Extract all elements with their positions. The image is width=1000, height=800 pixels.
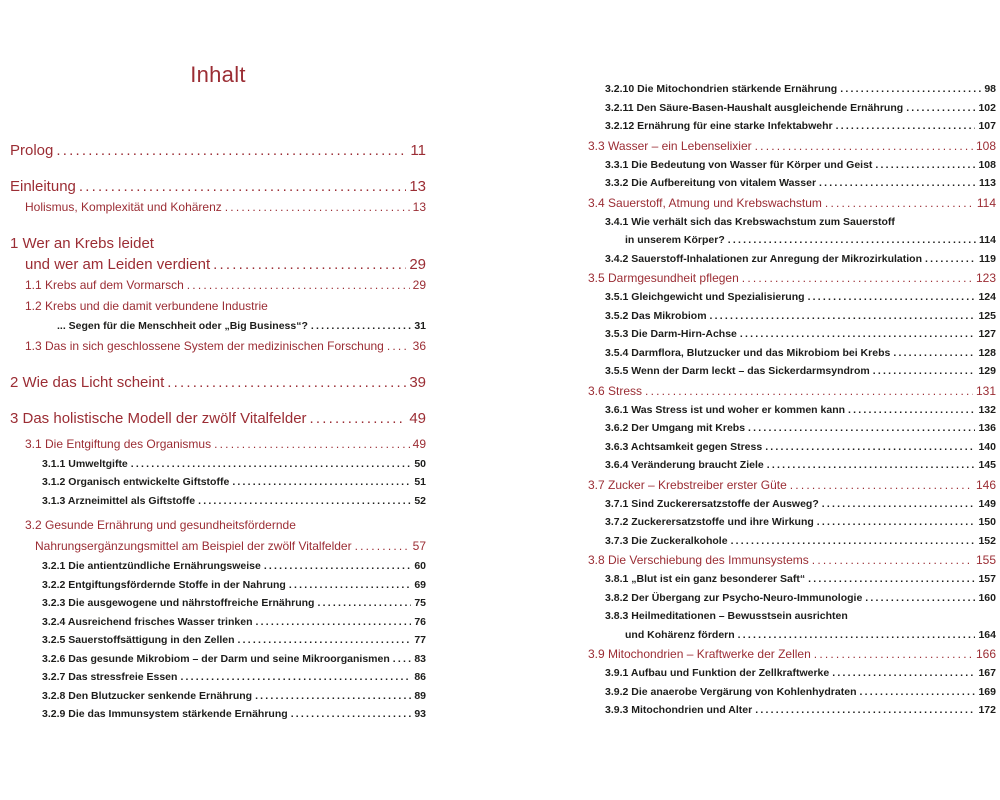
toc-entry-line (588, 644, 996, 664)
dot-leader (214, 434, 410, 455)
toc-entry-line (588, 475, 996, 495)
dot-leader (825, 193, 974, 213)
toc-entry-line (588, 701, 996, 720)
toc-entry-label: ... Segen für die Menschheit oder „Big Business“? (57, 320, 308, 332)
toc-entry (10, 687, 426, 706)
dot-leader (198, 492, 411, 511)
toc-entry-line (10, 140, 426, 161)
toc-entry-line (588, 213, 996, 232)
page-number: 155 (975, 553, 996, 567)
toc-entry-line (588, 117, 996, 136)
toc-entry-label: 3.2.9 Die das Immunsystem stärkende Ernährung (42, 708, 288, 720)
page-number: 31 (414, 320, 426, 332)
toc-entry (10, 668, 426, 687)
toc-entry-line (10, 576, 426, 595)
toc-entry-line (588, 231, 996, 250)
page-number: 57 (412, 539, 426, 553)
toc-entry-label: Holismus, Komplexität und Kohärenz (25, 200, 222, 214)
toc-entry-label: 3.1.2 Organisch entwickelte Giftstoffe (42, 476, 230, 488)
toc-entry-line (588, 381, 996, 401)
page-number: 49 (409, 409, 426, 427)
dot-leader (645, 381, 973, 401)
dot-leader (738, 626, 976, 645)
dot-leader (225, 197, 410, 218)
page-number: 172 (978, 704, 996, 716)
dot-leader (238, 631, 412, 650)
dot-leader (291, 705, 412, 724)
page-number: 119 (979, 252, 996, 265)
toc-entry-label: Prolog (10, 142, 54, 159)
toc-entry (10, 631, 426, 650)
toc-entry-line (10, 515, 426, 536)
toc-entry-label: 3.9 Mitochondrien – Kraftwerke der Zellen (588, 647, 811, 661)
toc-entry (10, 492, 426, 511)
toc-entry-label: 3.7.2 Zuckerersatzstoffe und ihre Wirkung (605, 516, 814, 528)
toc-entry-line (10, 336, 426, 357)
dot-leader (822, 495, 976, 514)
toc-entry-label: 3.5.5 Wenn der Darm leckt – das Sickerdarmsyndrom (605, 365, 870, 377)
toc-entry (588, 701, 996, 720)
toc-entry (588, 362, 996, 381)
dot-leader (742, 268, 973, 288)
toc-entry-line (588, 570, 996, 589)
toc-entry-label: 3.7.1 Sind Zuckerersatzstoffe der Ausweg? (605, 497, 819, 510)
toc-entry-label: 3.2.11 Den Säure-Basen-Haushalt ausgleichende Ernährung (605, 101, 904, 114)
dot-leader (873, 362, 976, 381)
toc-entry-line (588, 325, 996, 344)
page-number: 107 (978, 120, 996, 132)
page-number: 113 (979, 177, 996, 189)
toc-entry-label: 3.6 Stress (588, 383, 643, 398)
page-number: 132 (978, 403, 996, 416)
dot-leader (710, 307, 976, 326)
toc-entry (10, 576, 426, 595)
toc-entry-label: und Kohärenz fördern (625, 628, 735, 641)
toc-entry-line (10, 473, 426, 492)
toc-entry-line (588, 288, 996, 307)
toc-entry (10, 515, 426, 557)
toc-entry-line (588, 683, 996, 702)
toc-entry-line (588, 456, 996, 475)
toc-entry (588, 570, 996, 589)
toc-entry-line (588, 362, 996, 381)
toc-page-right (588, 80, 996, 720)
dot-leader (808, 570, 975, 589)
page-number: 77 (414, 634, 426, 646)
page-number: 129 (978, 365, 996, 377)
toc-entry-label: Nahrungsergänzungsmittel am Beispiel der zwölf Vitalfelder (35, 539, 352, 553)
dot-leader (875, 156, 975, 175)
toc-entry-label: in unserem Körper? (625, 234, 725, 246)
dot-leader (832, 664, 975, 683)
toc-entry-line (588, 550, 996, 570)
toc-entry-line (588, 419, 996, 438)
toc-entry-line (10, 372, 426, 393)
page-number: 13 (412, 200, 426, 214)
toc-entry-label: 3.8 Die Verschiebung des Immunsystems (588, 553, 809, 567)
toc-entry-label: 2 Wie das Licht scheint (10, 373, 165, 391)
toc-entry-line (588, 664, 996, 683)
toc-entry (588, 80, 996, 99)
toc-entry (588, 475, 996, 495)
toc-entry-label: 3.2.5 Sauerstoffsättigung in den Zellen (42, 634, 235, 646)
toc-entry (588, 136, 996, 156)
dot-leader (56, 140, 407, 161)
page-number: 160 (978, 591, 996, 604)
page-number: 136 (978, 422, 996, 434)
page-number: 36 (412, 338, 426, 353)
dot-leader (731, 532, 976, 551)
toc-entry-line (10, 233, 426, 254)
dot-leader (255, 613, 411, 632)
toc-entry-label: 3.5.4 Darmflora, Blutzucker und das Mikrobiom bei Krebs (605, 346, 891, 359)
page-number: 50 (414, 457, 426, 470)
toc-entry-line (588, 626, 996, 645)
page-number: 86 (414, 671, 426, 683)
toc-entry-line (588, 307, 996, 326)
toc-entry (588, 550, 996, 570)
toc-entry-line (10, 176, 426, 197)
dot-leader (790, 475, 973, 495)
dot-leader (925, 250, 976, 269)
toc-entry (10, 275, 426, 296)
toc-entry-label: 3.6.2 Der Umgang mit Krebs (605, 422, 746, 434)
toc-entry-line (588, 250, 996, 269)
page-number: 60 (414, 560, 426, 572)
page-number: 93 (414, 708, 426, 720)
toc-entry (588, 325, 996, 344)
toc-entry-line (10, 275, 426, 296)
dot-leader (289, 576, 411, 595)
toc-entry-label: 3.4.2 Sauerstoff-Inhalationen zur Anregung der Mikrozirkulation (605, 252, 922, 265)
toc-entry (10, 176, 426, 197)
page-number: 140 (978, 440, 996, 453)
page-number: 108 (978, 158, 996, 171)
dot-leader (167, 372, 406, 393)
page-number: 164 (978, 628, 996, 641)
toc-entry-line (10, 254, 426, 275)
toc-entries-left (10, 140, 426, 724)
toc-entry-label: 3.1.3 Arzneimittel als Giftstoffe (42, 494, 196, 507)
page-number: 166 (975, 647, 996, 661)
toc-entry (588, 401, 996, 420)
toc-entries-right (588, 80, 996, 720)
toc-entry (10, 140, 426, 161)
toc-entry-line (588, 80, 996, 99)
dot-leader (840, 80, 981, 99)
dot-leader (232, 473, 411, 492)
toc-entry (588, 438, 996, 457)
toc-entry-label: 3.9.2 Die anaerobe Vergärung von Kohlenhydraten (605, 685, 857, 698)
toc-entry-label: 1 Wer an Krebs leidet (10, 235, 154, 252)
toc-entry (10, 372, 426, 393)
toc-entry-line (588, 193, 996, 213)
page-number: 51 (414, 476, 426, 488)
toc-entry (588, 381, 996, 401)
dot-leader (310, 408, 407, 429)
dot-leader (755, 701, 975, 720)
toc-entry-label: 3.5.2 Das Mikrobiom (605, 309, 707, 322)
toc-entry-line (588, 438, 996, 457)
page-number: 29 (412, 278, 426, 292)
toc-entry-line (588, 99, 996, 118)
toc-entry (588, 156, 996, 175)
toc-entry-line (588, 136, 996, 156)
toc-entry-label: 3.7.3 Die Zuckeralkohole (605, 534, 728, 547)
dot-leader (740, 325, 976, 344)
toc-entry (588, 419, 996, 438)
dot-leader (814, 644, 973, 664)
page-number: 98 (984, 83, 996, 95)
toc-entry-label: 3.7 Zucker – Krebstreiber erster Güte (588, 477, 787, 492)
toc-entry-label: 1.2 Krebs und die damit verbundene Industrie (25, 299, 268, 313)
toc-entry-label: 3.5.1 Gleichgewicht und Spezialisierung (605, 291, 805, 303)
toc-entry-label: 3.2.1 Die antientzündliche Ernährungsweise (42, 560, 261, 572)
toc-entry-label: 3.5 Darmgesundheit pflegen (588, 271, 739, 285)
page-number: 114 (979, 234, 996, 246)
toc-entry-label: 3.3.1 Die Bedeutung von Wasser für Körper und Geist (605, 158, 873, 171)
toc-entry-label: 3.6.3 Achtsamkeit gegen Stress (605, 440, 763, 453)
toc-entry (588, 532, 996, 551)
toc-entry-label: 3.5.3 Die Darm-Hirn-Achse (605, 328, 737, 340)
toc-entry-line (588, 344, 996, 363)
toc-entry (588, 344, 996, 363)
toc-entry (10, 613, 426, 632)
toc-entry-label: Einleitung (10, 178, 76, 195)
page-number: 108 (975, 138, 996, 153)
page-number: 49 (412, 436, 426, 451)
toc-entry-line (10, 434, 426, 455)
page-number: 127 (978, 328, 996, 340)
page-number: 52 (414, 494, 426, 507)
dot-leader (131, 455, 412, 474)
page-number: 169 (978, 685, 996, 698)
dot-leader (317, 594, 411, 613)
toc-entry (10, 408, 426, 429)
toc-entry-line (10, 455, 426, 474)
toc-entry-line (10, 492, 426, 511)
toc-entry-label: 3.1 Die Entgiftung des Organismus (25, 436, 212, 451)
dot-leader (180, 668, 411, 687)
toc-entry-line (588, 589, 996, 608)
dot-leader (812, 550, 973, 570)
dot-leader (893, 344, 975, 363)
dot-leader (906, 99, 975, 118)
toc-entry (588, 288, 996, 307)
toc-entry-label: 1.3 Das in sich geschlossene System der medizinischen Forschung (25, 338, 384, 353)
dot-leader (213, 254, 406, 275)
toc-entry-label: 3.6.1 Was Stress ist und woher er kommen kann (605, 403, 846, 416)
toc-entry (10, 336, 426, 357)
page-number: 128 (978, 346, 996, 359)
toc-entry (588, 174, 996, 193)
toc-entry (10, 594, 426, 613)
toc-entry-label: 3.8.2 Der Übergang zur Psycho-Neuro-Immunologie (605, 591, 863, 604)
toc-entry (10, 557, 426, 576)
dot-leader (387, 336, 410, 357)
toc-page-left (10, 62, 426, 724)
toc-entry (588, 664, 996, 683)
page-number: 75 (414, 597, 426, 609)
dot-leader (355, 536, 410, 557)
toc-entry-label: 3.2.4 Ausreichend frisches Wasser trinken (42, 615, 253, 628)
toc-entry (588, 607, 996, 644)
toc-entry-label: 3.4 Sauerstoff, Atmung und Krebswachstum (588, 195, 822, 210)
dot-leader (79, 176, 406, 197)
dot-leader (808, 288, 976, 307)
page-number: 167 (978, 667, 996, 679)
toc-entry (10, 473, 426, 492)
page-number: 146 (975, 477, 996, 492)
toc-entry (588, 683, 996, 702)
toc-entry (588, 307, 996, 326)
toc-entry-label: 3.2.7 Das stressfreie Essen (42, 671, 178, 683)
dot-leader (848, 401, 975, 420)
page-number: 13 (409, 178, 426, 195)
toc-entry-label: 3.2 Gesunde Ernährung und gesundheitsfördernde (25, 518, 296, 532)
toc-entry-line (588, 532, 996, 551)
toc-entry (10, 296, 426, 336)
toc-entry-line (588, 174, 996, 193)
toc-title: Inhalt (190, 62, 246, 87)
page-number: 123 (975, 271, 996, 285)
toc-entry (588, 193, 996, 213)
toc-entry-label: 3.3 Wasser – ein Lebenselixier (588, 138, 752, 153)
toc-entry-line (588, 607, 996, 626)
page-number: 124 (978, 291, 996, 303)
toc-entry (10, 434, 426, 455)
page-number: 29 (409, 256, 426, 273)
toc-entry-label: 3.9.3 Mitochondrien und Alter (605, 704, 753, 716)
dot-leader (264, 557, 412, 576)
toc-entry-label: 3.2.6 Das gesunde Mikrobiom – der Darm und seine Mikroorganismen (42, 652, 390, 665)
toc-entry (588, 644, 996, 664)
toc-entry (588, 117, 996, 136)
page-number: 157 (978, 573, 996, 585)
toc-entry (10, 197, 426, 218)
toc-entry (10, 233, 426, 275)
toc-entry (588, 250, 996, 269)
dot-leader (728, 231, 976, 250)
toc-entry-label: und wer am Leiden verdient (25, 256, 211, 273)
toc-entry-label: 3.6.4 Veränderung braucht Ziele (605, 459, 764, 471)
toc-entry-label: 1.1 Krebs auf dem Vormarsch (25, 278, 184, 292)
toc-entry (10, 705, 426, 724)
toc-entry-line (10, 557, 426, 576)
dot-leader (865, 589, 975, 608)
page-number: 149 (978, 497, 996, 510)
page-number: 83 (414, 652, 426, 665)
page-number: 102 (978, 101, 996, 114)
toc-entry-line (10, 594, 426, 613)
toc-entry-line (10, 668, 426, 687)
toc-entry-line (10, 317, 426, 336)
toc-entry-label: 3.2.8 Den Blutzucker senkende Ernährung (42, 689, 253, 702)
toc-entry (588, 456, 996, 475)
toc-entry-label: 3.2.10 Die Mitochondrien stärkende Ernährung (605, 83, 838, 95)
toc-entry-line (588, 156, 996, 175)
toc-entry-label: 3.9.1 Aufbau und Funktion der Zellkraftwerke (605, 667, 830, 679)
page-number: 150 (978, 516, 996, 528)
page-number: 11 (410, 142, 426, 159)
toc-entry-label: 3.8.1 „Blut ist ein ganz besonderer Saft“ (605, 573, 806, 585)
toc-entry-line (10, 408, 426, 429)
toc-entry (588, 99, 996, 118)
toc-entry-line (10, 296, 426, 317)
toc-entry (588, 513, 996, 532)
toc-entry-label: 3.4.1 Wie verhält sich das Krebswachstum zum Sauerstoff (605, 215, 895, 228)
toc-entry-line (588, 268, 996, 288)
toc-entry-label: 3 Das holistische Modell der zwölf Vitalfelder (10, 409, 307, 427)
toc-entry-line (588, 513, 996, 532)
dot-leader (311, 317, 411, 336)
toc-entry-line (10, 687, 426, 706)
toc-entry-line (588, 401, 996, 420)
page-number: 152 (978, 534, 996, 547)
toc-entry-line (10, 613, 426, 632)
dot-leader (748, 419, 975, 438)
toc-entry-label: 3.2.3 Die ausgewogene und nährstoffreiche Ernährung (42, 597, 315, 609)
dot-leader (187, 275, 410, 296)
toc-entry-label: 3.8.3 Heilmeditationen – Bewusstsein ausrichten (605, 610, 848, 622)
toc-entry (588, 213, 996, 250)
toc-entry-line (10, 705, 426, 724)
dot-leader (765, 438, 975, 457)
page-number: 131 (975, 383, 996, 398)
toc-entry (588, 495, 996, 514)
dot-leader (393, 650, 412, 669)
toc-entry-label: 3.2.2 Entgiftungsfördernde Stoffe in der Nahrung (42, 578, 286, 591)
toc-entry (10, 455, 426, 474)
page-number: 145 (978, 459, 996, 471)
dot-leader (860, 683, 976, 702)
dot-leader (817, 513, 976, 532)
toc-entry-label: 3.3.2 Die Aufbereitung von vitalem Wasser (605, 177, 817, 189)
toc-entry-line (10, 631, 426, 650)
toc-entry-line (10, 536, 426, 557)
page-number: 69 (414, 578, 426, 591)
dot-leader (767, 456, 976, 475)
toc-entry (10, 650, 426, 669)
dot-leader (755, 136, 973, 156)
page-number: 76 (414, 615, 426, 628)
dot-leader (836, 117, 976, 136)
page-number: 125 (978, 309, 996, 322)
toc-entry-label: 3.2.12 Ernährung für eine starke Infektabwehr (605, 120, 833, 132)
toc-entry-label: 3.1.1 Umweltgifte (42, 457, 128, 470)
toc-entry (588, 268, 996, 288)
page-number: 39 (409, 373, 426, 391)
toc-entry (588, 589, 996, 608)
page-number: 89 (414, 689, 426, 702)
page-number: 114 (976, 195, 996, 210)
dot-leader (255, 687, 411, 706)
dot-leader (819, 174, 976, 193)
toc-entry-line (588, 495, 996, 514)
toc-entry-line (10, 650, 426, 669)
toc-entry-line (10, 197, 426, 218)
